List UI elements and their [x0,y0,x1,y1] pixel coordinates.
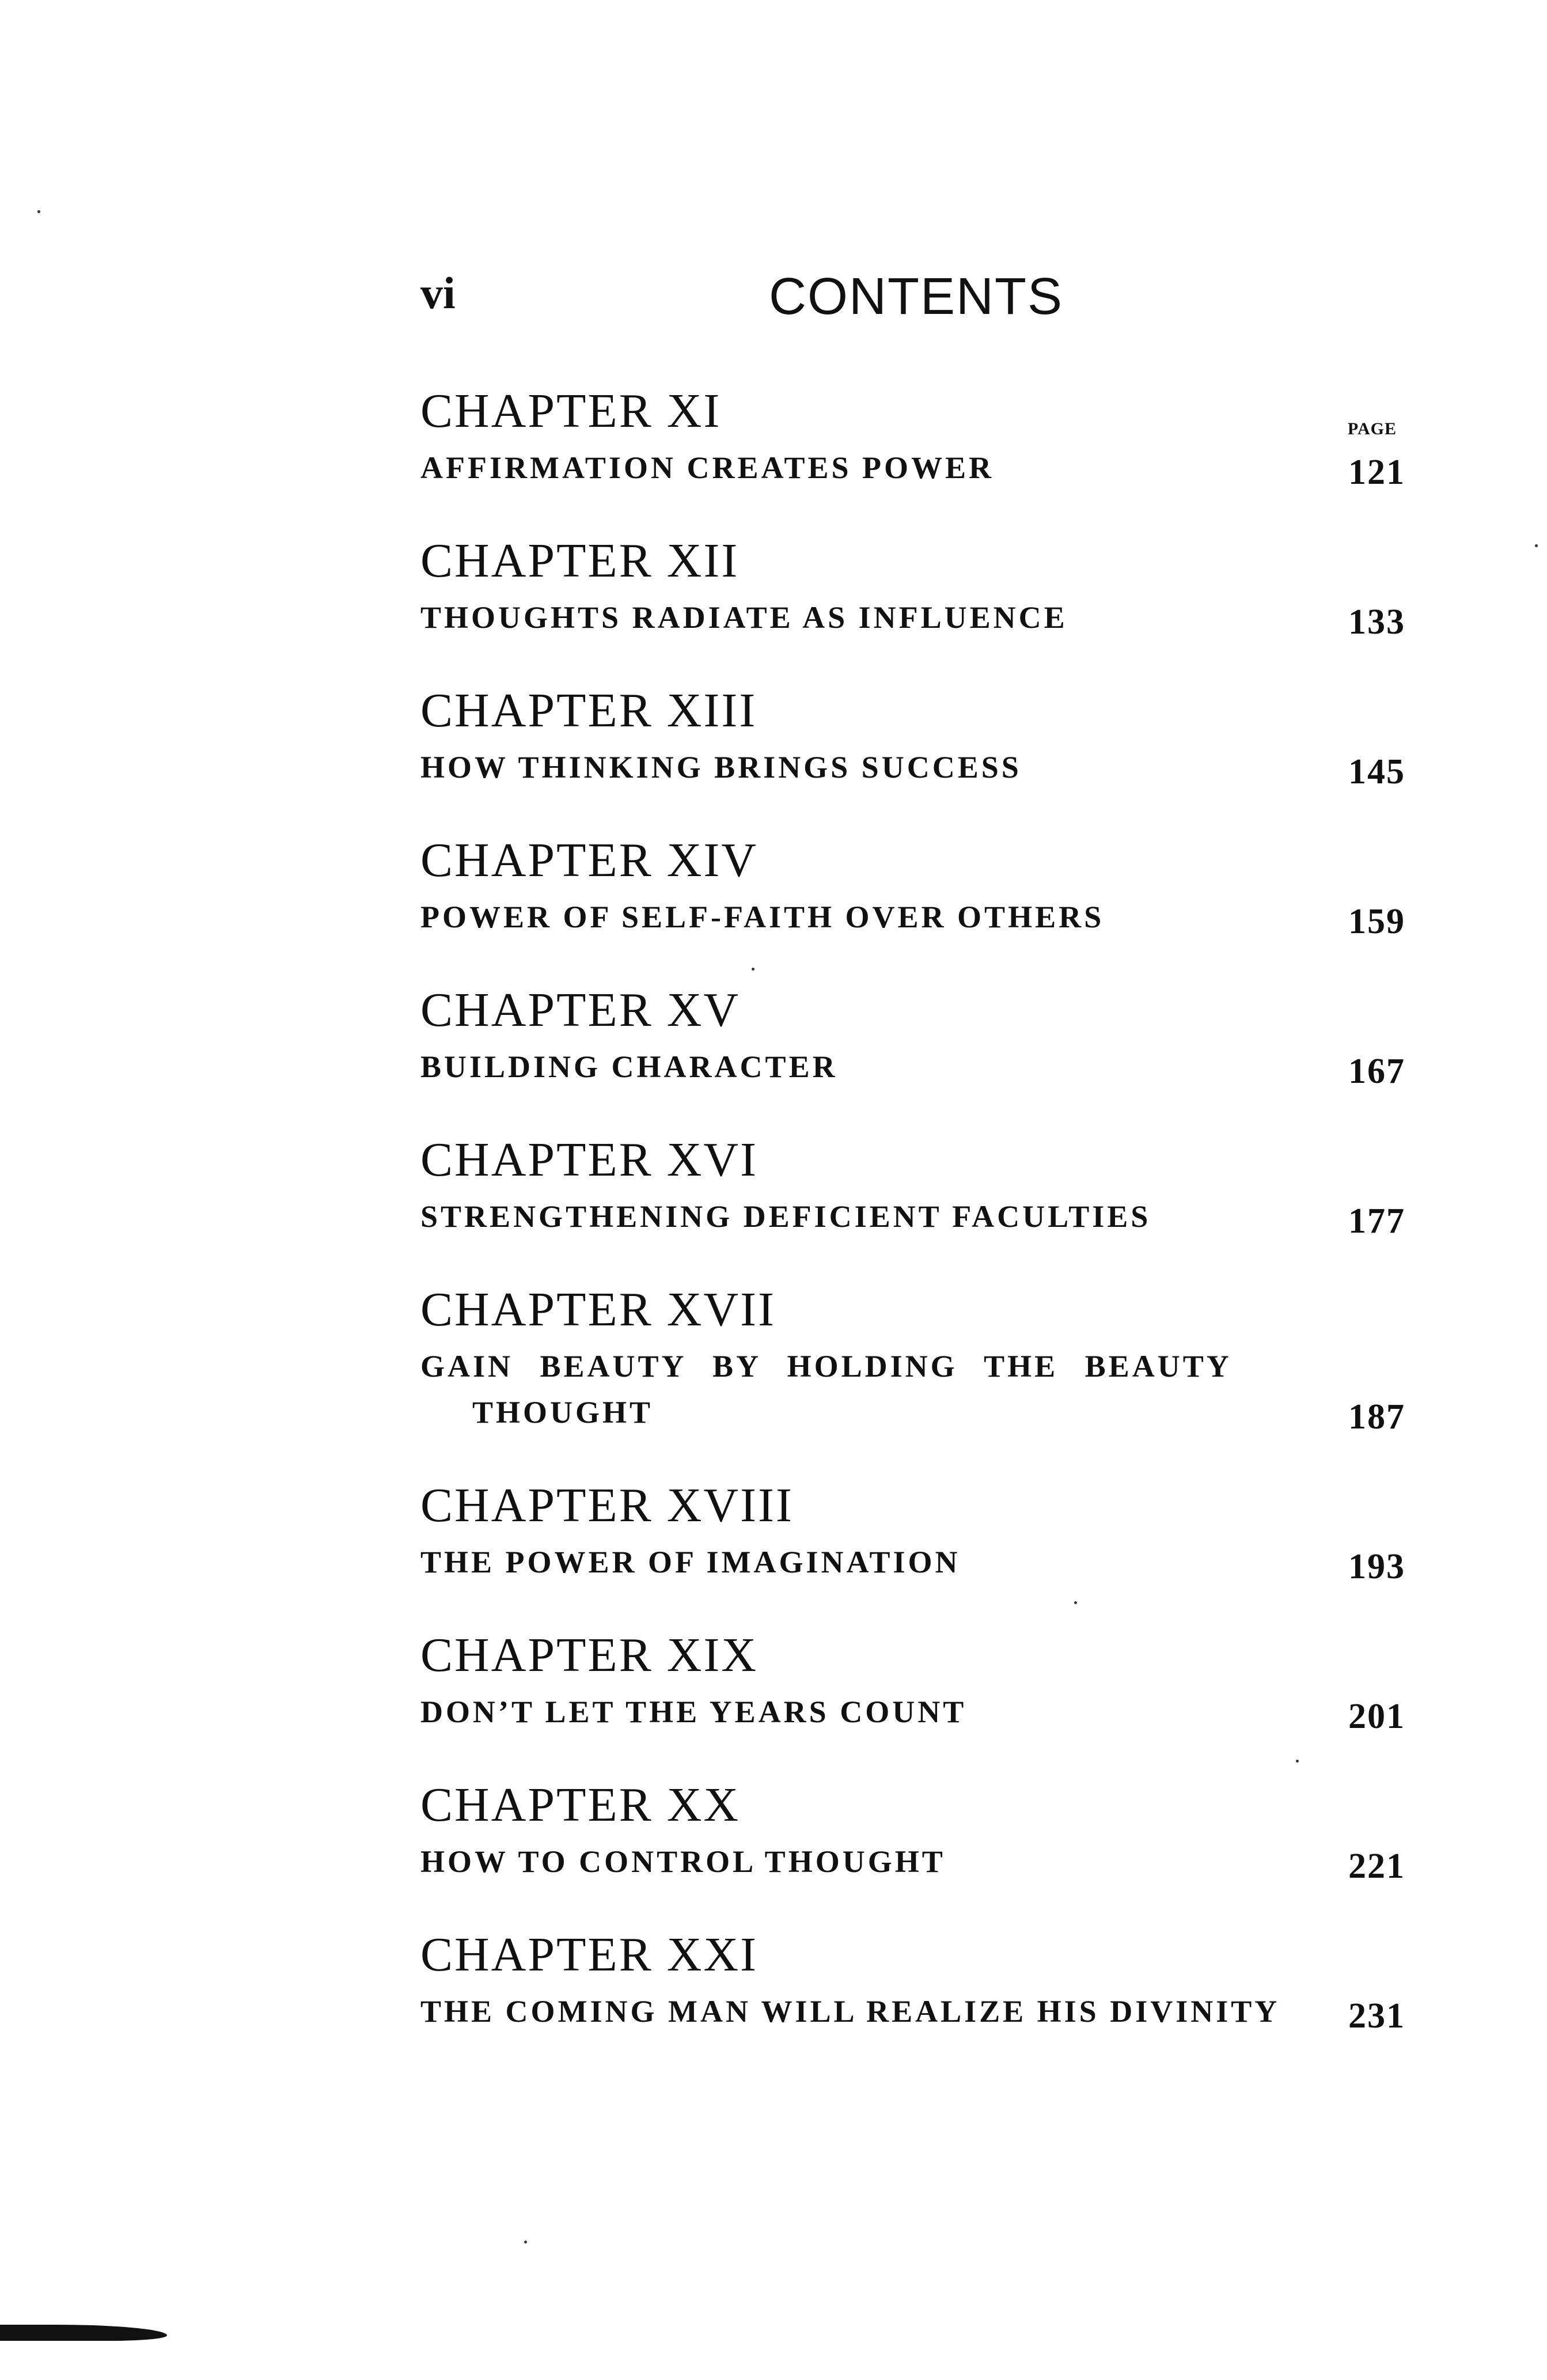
toc-entry [420,829,1411,940]
chapter-heading: CHAPTER XX [420,1778,741,1832]
toc-entry [420,380,1411,491]
chapter-page-number: 177 [1348,1202,1405,1241]
chapter-title-line-1: GAIN BEAUTY BY HOLDING THE BEAUTY [420,1349,1232,1384]
table-of-contents [420,380,1411,2034]
running-header [420,268,1400,346]
page-column-label: PAGE [1347,419,1397,438]
toc-entry [420,1774,1411,1885]
toc-entry [420,1129,1411,1240]
scan-speck [37,210,40,213]
chapter-title-row [420,1539,1411,1585]
chapter-page-number: 121 [1348,453,1405,492]
chapter-title: POWER OF SELF-FAITH OVER OTHERS [420,900,1105,934]
chapter-heading: CHAPTER XV [420,983,741,1037]
toc-entry [420,1279,1411,1435]
chapter-title-row [420,445,1411,491]
chapter-title-row [420,594,1411,641]
chapter-title: THOUGHTS RADIATE AS INFLUENCE [420,600,1068,635]
chapter-heading: CHAPTER XII [420,534,740,588]
chapter-title-row [420,1044,1411,1090]
scan-speck [1074,1601,1077,1604]
scan-edge-mark [0,2325,167,2341]
chapter-title: DON’T LET THE YEARS COUNT [420,1695,967,1729]
chapter-page-number: 187 [1348,1397,1405,1437]
running-title: CONTENTS [769,268,1063,325]
chapter-heading: CHAPTER XIV [420,833,759,887]
chapter-title-row [420,1839,1411,1885]
chapter-title: HOW TO CONTROL THOUGHT [420,1844,946,1879]
chapter-page-number: 159 [1348,902,1405,941]
scan-speck [524,2241,527,2243]
chapter-title: BUILDING CHARACTER [420,1049,838,1084]
chapter-title: HOW THINKING BRINGS SUCCESS [420,750,1022,785]
chapter-heading: CHAPTER XVI [420,1133,759,1187]
chapter-title: THE POWER OF IMAGINATION [420,1545,961,1579]
chapter-title: THE COMING MAN WILL REALIZE HIS DIVINITY [420,1994,1280,2029]
scan-speck [1296,1760,1299,1763]
scan-speck [752,968,754,971]
chapter-title-row [420,1193,1411,1240]
toc-entry [420,1624,1411,1735]
toc-entry [420,1924,1411,2034]
toc-entry [420,680,1411,790]
chapter-page-number: 231 [1348,1996,1405,2036]
chapter-page-number: 221 [1348,1847,1405,1886]
scan-speck [1535,544,1538,547]
chapter-page-number: 193 [1348,1547,1405,1586]
chapter-title-row [420,894,1411,940]
chapter-heading: CHAPTER XVIII [420,1479,794,1532]
chapter-title: STRENGTHENING DEFICIENT FACULTIES [420,1199,1151,1234]
toc-entry [420,530,1411,641]
chapter-heading: CHAPTER XI [420,384,722,438]
chapter-page-number: 201 [1348,1697,1405,1736]
chapter-title-line-2: THOUGHT [472,1395,654,1430]
toc-entry [420,1475,1411,1585]
chapter-page-number: 133 [1348,602,1405,642]
chapter-title: AFFIRMATION CREATES POWER [420,450,995,485]
page-number: vi [420,268,456,318]
chapter-heading: CHAPTER XVII [420,1283,776,1336]
chapter-title-row [420,1343,1411,1435]
toc-entry [420,979,1411,1090]
chapter-page-number: 145 [1348,752,1405,791]
chapter-title-row [420,1689,1411,1735]
chapter-page-number: 167 [1348,1052,1405,1091]
chapter-title-row [420,1988,1411,2034]
chapter-heading: CHAPTER XIX [420,1628,759,1682]
chapter-heading: CHAPTER XIII [420,684,757,737]
chapter-title-row [420,744,1411,790]
chapter-heading: CHAPTER XXI [420,1928,759,1981]
